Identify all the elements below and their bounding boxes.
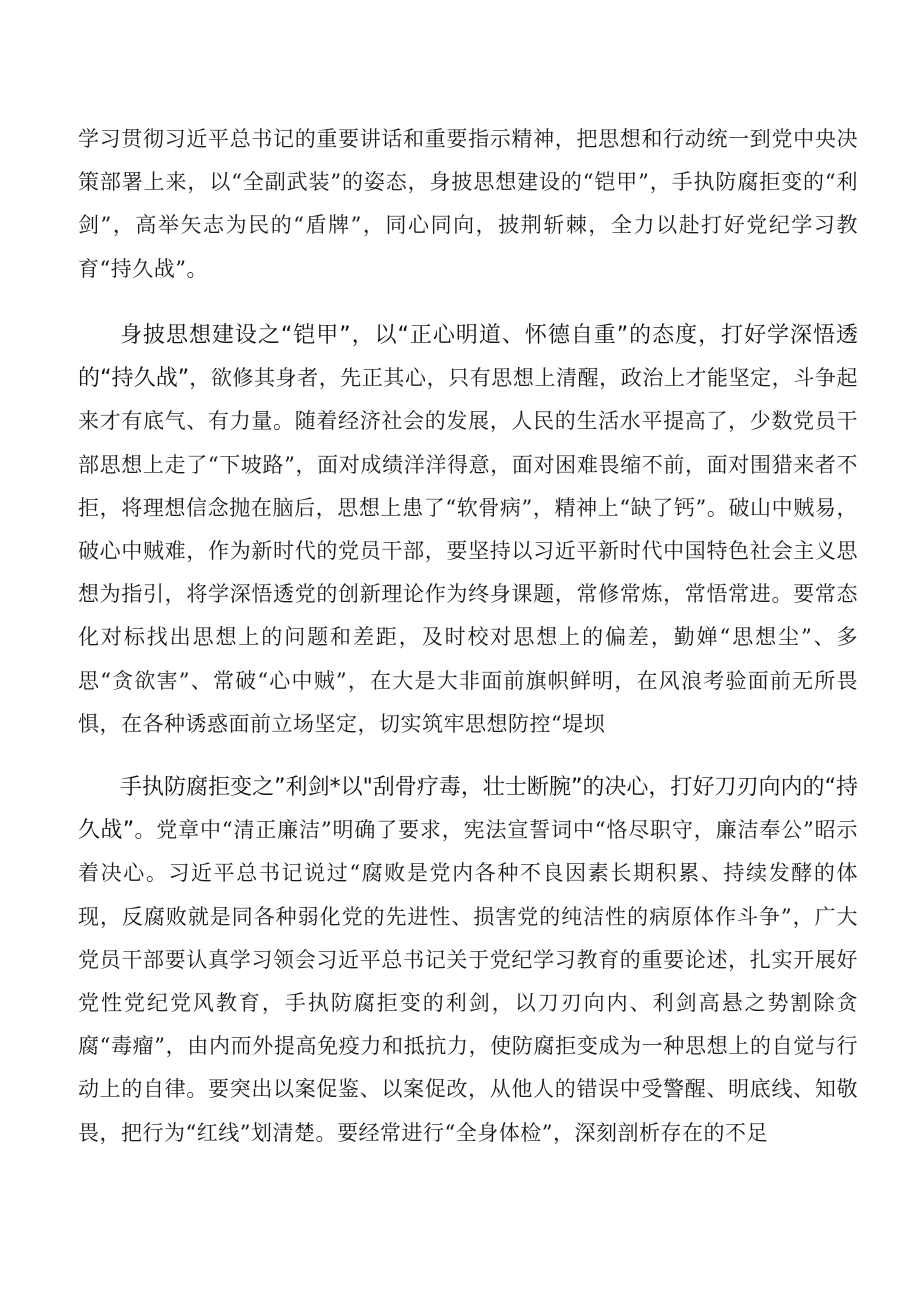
paragraph-sword-heading: 手执防腐拒变之”利剑*以"刮骨疗毒，壮士断腕”的决心，打好刀刃向内的“持久战” [78, 775, 858, 844]
paragraph-intro-text: 学习贯彻习近平总书记的重要讲话和重要指示精神，把思想和行动统一到党中央决策部署上来，以“全副武装”的姿态，身披思想建设的“铠甲”，手执防腐拒变的“利剑”，高举矢志为民的“盾牌”，同心同向，披荆斩棘，全力以赴打好党纪学习教育“持久战”。 [78, 127, 858, 281]
paragraph-intro [78, 118, 858, 291]
paragraph-armor-heading: 身披思想建设之“铠甲”，以“正心明道、怀德自重”的态度，打好学深悟透的“持久战” [78, 323, 858, 392]
paragraph-armor [78, 314, 858, 746]
paragraph-sword-body: 。党章中“清正廉洁”明确了要求，宪法宣誓词中“恪尽职守，廉洁奉公”昭示着决心。习近平总书记说过“腐败是党内各种不良因素长期积累、持续发酵的体现，反腐败就是同各种弱化党的先进性、损害党的纯洁性的病原体作斗争”，广大党员干部要认真学习领会习近平总书记关于党纪学习教育的重要论述，扎实开展好党性党纪党风教育，手执防腐拒变的利剑，以刀刃向内、利剑高悬之势割除贪腐“毒瘤”，由内而外提高免疫力和抵抗力，使防腐拒变成为一种思想上的自觉与行动上的自律。要突出以案促鉴、以案促改，从他人的错误中受警醒、明底线、知敬畏，把行为“红线”划清楚。要经常进行“全身体检”，深刻剖析存在的不足 [78, 818, 858, 1145]
paragraph-sword [78, 766, 858, 1155]
paragraph-armor-body: ，欲修其身者，先正其心，只有思想上清醒，政治上才能坚定，斗争起来才有底气、有力量。随着经济社会的发展，人民的生活水平提高了，少数党员干部思想上走了“下坡路”，面对成绩洋洋得意，面对困难畏缩不前，面对围猎来者不拒，将理想信念抛在脑后，思想上患了“软骨病”，精神上“缺了钙”。破山中贼易，破心中贼难，作为新时代的党员干部，要坚持以习近平新时代中国特色社会主义思想为指引，将学深悟透党的创新理论作为终身课题，常修常炼，常悟常进。要常态化对标找出思想上的问题和差距，及时校对思想上的偏差，勤婵“思想尘”、多思“贪欲害”、常破“心中贼”，在大是大非面前旗帜鲜明，在风浪考验面前无所畏惧，在各种诱惑面前立场坚定，切实筑牢思想防控“堤坝 [78, 366, 858, 736]
